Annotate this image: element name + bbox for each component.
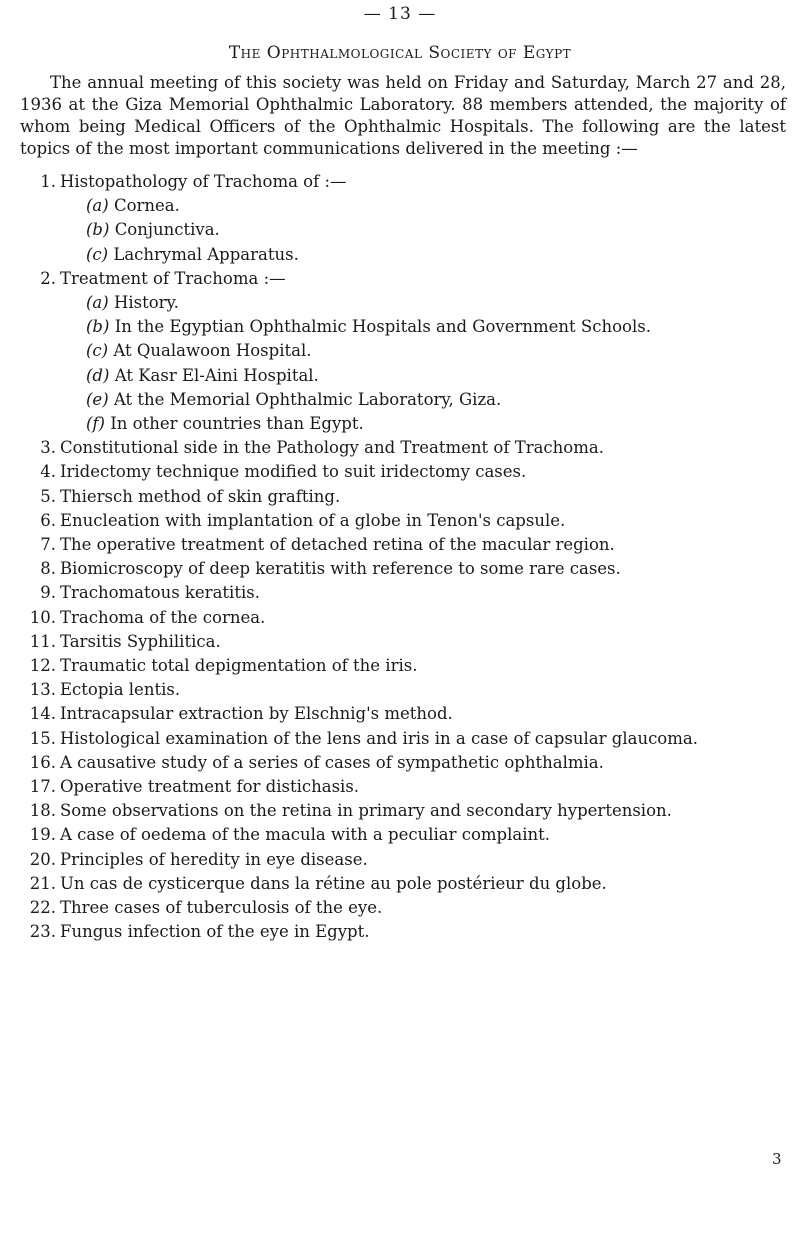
topic-text: Traumatic total depigmentation of the iris.	[60, 656, 418, 676]
subtopic-item	[0, 194, 800, 218]
topic-item	[0, 485, 800, 509]
topic-text: Tarsitis Syphilitica.	[60, 631, 221, 651]
topic-item	[0, 170, 800, 194]
topics-list	[0, 170, 800, 945]
topic-number: 14.	[29, 704, 56, 724]
topic-text: Trachomatous keratitis.	[60, 583, 260, 603]
topic-item	[0, 775, 800, 799]
topic-number: 7.	[40, 535, 56, 555]
topic-item	[0, 630, 800, 654]
topic-item	[0, 533, 800, 557]
topic-number: 8.	[40, 559, 56, 579]
topic-item	[0, 823, 800, 847]
topic-text: Fungus infection of the eye in Egypt.	[60, 922, 370, 942]
topic-item	[0, 606, 800, 630]
subtopic-item	[0, 291, 800, 315]
topic-item	[0, 581, 800, 605]
topic-item	[0, 267, 800, 291]
topic-text: A case of oedema of the macula with a peculiar complaint.	[60, 825, 550, 845]
subtopic-letter: (a)	[86, 293, 109, 313]
topic-number: 12.	[29, 656, 56, 676]
topic-number: 10.	[29, 607, 56, 627]
topic-text: Enucleation with implantation of a globe in Tenon's capsule.	[60, 510, 566, 530]
topic-number: 1.	[40, 172, 56, 191]
topic-number: 23.	[29, 922, 56, 942]
topic-item	[0, 509, 800, 533]
subtopic-text: Cornea.	[113, 196, 180, 216]
subtopic-text: At Kasr El-Aini Hospital.	[114, 365, 319, 385]
topic-number: 15.	[29, 728, 56, 748]
topic-text: A causative study of a series of cases of sympathetic ophthalmia.	[60, 752, 604, 772]
topic-item	[0, 702, 800, 726]
topic-number: 19.	[29, 825, 56, 845]
topic-number: 13.	[29, 680, 56, 700]
topic-text: Iridectomy technique modified to suit iridectomy cases.	[60, 462, 527, 482]
topic-number: 11.	[29, 631, 56, 651]
subtopic-text: Conjunctiva.	[114, 220, 220, 240]
page-number-bottom: 3	[772, 1150, 782, 1168]
topic-text: Thiersch method of skin grafting.	[60, 486, 341, 506]
subtopic-letter: (f)	[86, 414, 105, 434]
subtopic-item	[0, 412, 800, 436]
topic-text: The operative treatment of detached retina of the macular region.	[60, 535, 615, 555]
topic-number: 22.	[29, 898, 56, 918]
topic-number: 6.	[40, 510, 56, 530]
topic-number: 9.	[40, 583, 56, 603]
topic-text: Some observations on the retina in primary and secondary hypertension.	[60, 801, 672, 821]
topic-text: Ectopia lentis.	[60, 680, 181, 700]
topic-number: 17.	[29, 777, 56, 797]
subtopic-text: At Qualawoon Hospital.	[113, 341, 312, 361]
topic-item	[0, 751, 800, 775]
topic-text: Three cases of tuberculosis of the eye.	[60, 898, 383, 918]
topic-text: Histopathology of Trachoma of :—	[60, 172, 347, 191]
subtopic-item	[0, 315, 800, 339]
subtopic-text: History.	[113, 293, 179, 313]
topic-item	[0, 799, 800, 823]
topic-number: 20.	[29, 849, 56, 869]
subtopic-text: Lachrymal Apparatus.	[113, 244, 299, 264]
subtopic-text: In the Egyptian Ophthalmic Hospitals and Government Schools.	[114, 317, 651, 337]
topic-text: Principles of heredity in eye disease.	[60, 849, 368, 869]
topic-text: Un cas de cysticerque dans la rétine au pole postérieur du globe.	[60, 873, 607, 893]
topic-text: Intracapsular extraction by Elschnig's method.	[60, 704, 453, 724]
subtopic-letter: (d)	[86, 365, 110, 385]
topic-item	[0, 872, 800, 896]
topic-item	[0, 920, 800, 944]
topic-item	[0, 436, 800, 460]
page-number-top: — 13 —	[363, 4, 437, 24]
subtopic-letter: (c)	[86, 244, 109, 264]
subtopic-letter: (a)	[86, 196, 109, 216]
subtopic-text: In other countries than Egypt.	[110, 414, 364, 434]
subtopic-item	[0, 339, 800, 363]
topic-number: 3.	[40, 438, 56, 458]
subtopic-letter: (b)	[86, 220, 110, 240]
topic-text: Treatment of Trachoma :—	[60, 268, 286, 288]
topic-number: 5.	[40, 486, 56, 506]
subtopic-text: At the Memorial Ophthalmic Laboratory, Giza.	[113, 389, 502, 409]
topic-item	[0, 727, 800, 751]
intro-paragraph: The annual meeting of this society was held on Friday and Saturday, March 27 and 28, 1936 at the Giza Memorial Ophthalmic Laboratory. 88 members attended, the majority of whom being Medical Officers of the Ophthalmic Hospitals. The following are the latest topics of the most important communications delivered in the meeting :—	[20, 73, 786, 158]
subtopic-letter: (c)	[86, 341, 109, 361]
topic-text: Biomicroscopy of deep keratitis with reference to some rare cases.	[60, 559, 621, 579]
subtopic-item	[0, 218, 800, 242]
topic-item	[0, 654, 800, 678]
topic-text: Operative treatment for distichasis.	[60, 777, 360, 797]
subtopic-item	[0, 243, 800, 267]
topic-number: 21.	[29, 873, 56, 893]
topic-item	[0, 896, 800, 920]
topic-number: 16.	[29, 752, 56, 772]
topic-number: 18.	[29, 801, 56, 821]
topic-text: Constitutional side in the Pathology and Treatment of Trachoma.	[60, 438, 604, 458]
topic-item	[0, 460, 800, 484]
topic-item	[0, 678, 800, 702]
topic-item	[0, 848, 800, 872]
topic-number: 2.	[40, 268, 56, 288]
topic-item	[0, 557, 800, 581]
topic-number: 4.	[40, 462, 56, 482]
subtopic-item	[0, 364, 800, 388]
subtopic-letter: (e)	[86, 389, 109, 409]
subtopic-letter: (b)	[86, 317, 110, 337]
topic-text: Trachoma of the cornea.	[60, 607, 266, 627]
topic-text: Histological examination of the lens and iris in a case of capsular glaucoma.	[60, 728, 698, 748]
subtopic-item	[0, 388, 800, 412]
section-title: The Ophthalmological Society of Egypt	[228, 43, 572, 63]
